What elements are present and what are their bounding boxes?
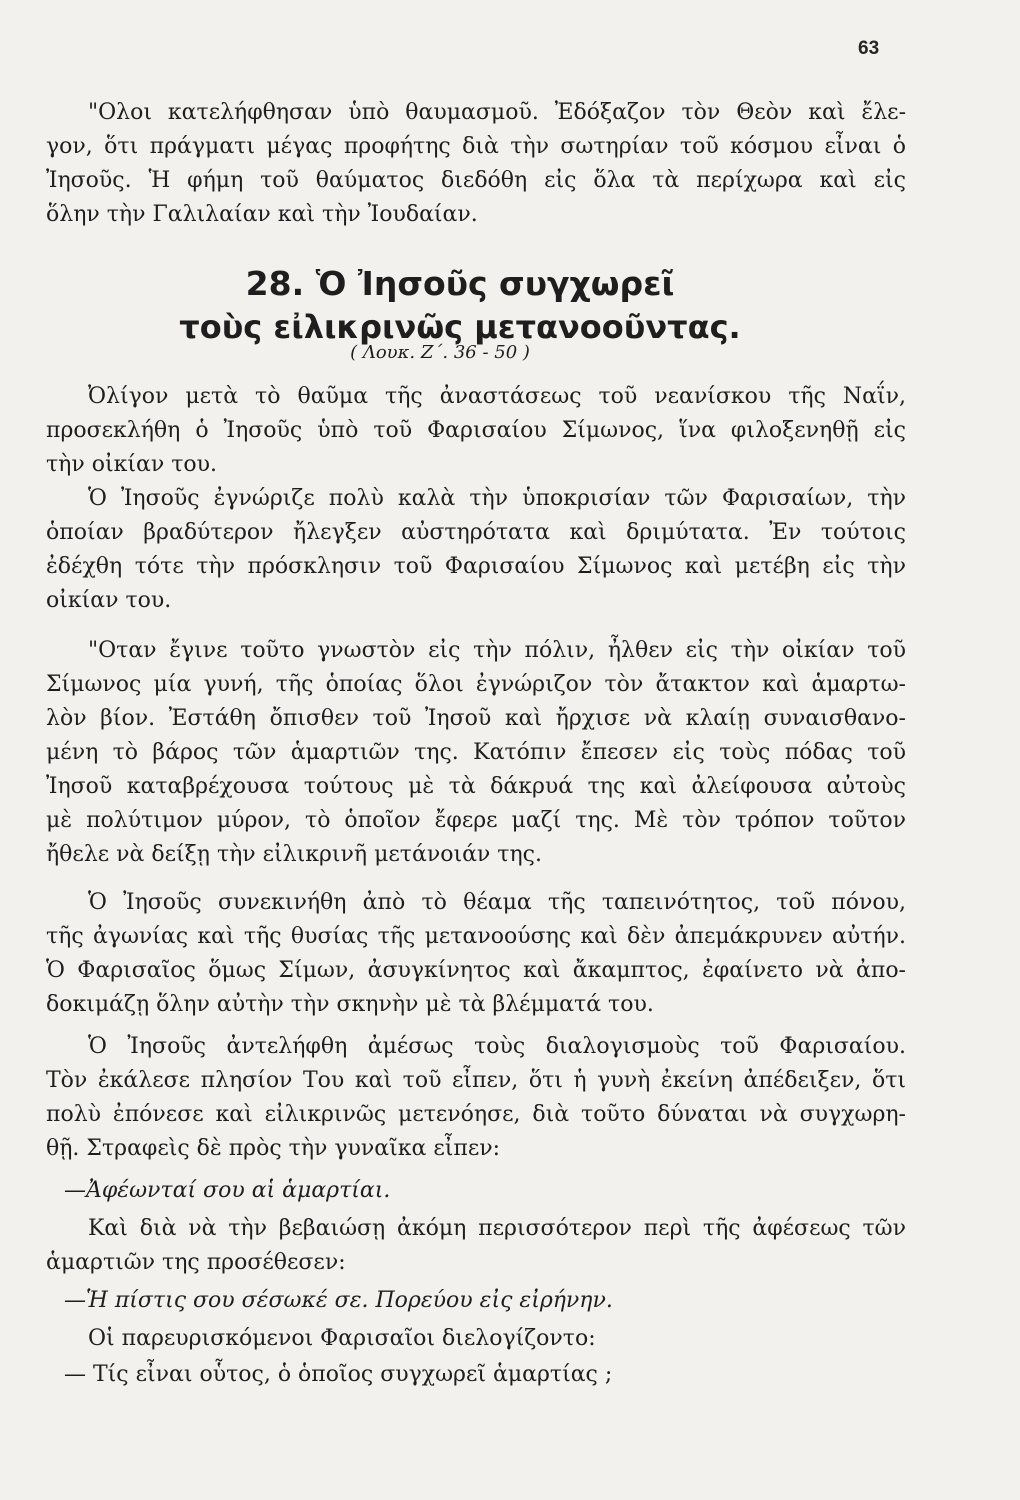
text-line: θῇ. Στραφεὶς δὲ πρὸς τὴν γυναῖκα εἶπεν: <box>46 1136 501 1161</box>
text-line: Καὶ διὰ νὰ τὴν βεβαιώσῃ ἀκόμη περισσότερον περὶ τῆς ἀφέσεως τῶν <box>88 1216 906 1241</box>
text-line: πολὺ ἐπόνεσε καὶ εἰλικρινῶς μετενόησε, διὰ τοῦτο δύναται νὰ συγχωρη- <box>46 1102 906 1127</box>
quote-3 <box>46 1358 906 1392</box>
paragraph-7 <box>46 1322 906 1356</box>
quote-1 <box>46 1174 906 1208</box>
paragraph-2 <box>46 482 906 618</box>
text-line: ὁποίαν βραδύτερον ἤλεγξεν αὐστηρότατα καὶ δριμύτατα. Ἐν τούτοις <box>46 520 906 545</box>
quote-line: —Ἡ πίστις σου σέσωκέ σε. Πορεύου εἰς εἰρήνην. <box>64 1288 613 1313</box>
text-line: γον, ὅτι πράγματι μέγας προφήτης διὰ τὴν σωτηρίαν τοῦ κόσμου εἶναι ὁ <box>46 134 906 159</box>
paragraph-5 <box>46 1030 906 1166</box>
text-line: Ἰησοῦ καταβρέχουσα τούτους μὲ τὰ δάκρυά της καὶ ἀλείφουσα αὐτοὺς <box>46 774 906 799</box>
quote-2 <box>46 1284 906 1318</box>
text-line: λὸν βίον. Ἐστάθη ὄπισθεν τοῦ Ἰησοῦ καὶ ἤρχισε νὰ κλαίῃ συναισθανο- <box>46 706 906 731</box>
text-line: Οἱ παρευρισκόμενοι Φαρισαῖοι διελογίζοντο: <box>88 1326 596 1351</box>
paragraph-6 <box>46 1212 906 1280</box>
text-line: προσεκλήθη ὁ Ἰησοῦς ὑπὸ τοῦ Φαρισαίου Σίμωνος, ἵνα φιλοξενηθῇ εἰς <box>46 418 906 443</box>
text-line: τὴν οἰκίαν του. <box>46 452 217 477</box>
paragraph-3 <box>46 634 906 872</box>
text-line: ἤθελε νὰ δείξῃ τὴν εἰλικρινῆ μετάνοιάν της. <box>46 842 542 867</box>
paragraph-4 <box>46 886 906 1022</box>
text-line: Ὁ Ἰησοῦς ἀντελήφθη ἀμέσως τοὺς διαλογισμοὺς τοῦ Φαρισαίου. <box>88 1034 906 1059</box>
text-line: ἁμαρτιῶν της προσέθεσεν: <box>46 1250 346 1275</box>
text-line: Ὀλίγον μετὰ τὸ θαῦμα τῆς ἀναστάσεως τοῦ νεανίσκου τῆς Ναΐν, <box>88 384 906 409</box>
paragraph-1 <box>46 380 906 482</box>
text-line: Ὁ Φαρισαῖος ὅμως Σίμων, ἀσυγκίνητος καὶ ἄκαμπτος, ἐφαίνετο νὰ ἀπο- <box>46 958 906 983</box>
scripture-reference: ( Λουκ. Ζ΄. 36 - 50 ) <box>350 342 530 363</box>
text-line: μένη τὸ βάρος τῶν ἁμαρτιῶν της. Κατόπιν ἔπεσεν εἰς τοὺς πόδας τοῦ <box>46 740 906 765</box>
text-line: μὲ πολύτιμον μύρον, τὸ ὁποῖον ἔφερε μαζί της. Μὲ τὸν τρόπον τοῦτον <box>46 808 906 833</box>
heading-line-2: τοὺς εἰλικρινῶς μετανοοῦντας. <box>179 308 741 346</box>
text-line: Σίμωνος μία γυνή, τῆς ὁποίας ὅλοι ἐγνώριζον τὸν ἄτακτον καὶ ἁμαρτω- <box>46 672 906 697</box>
intro-paragraph <box>46 96 906 232</box>
text-line: ὅλην τὴν Γαλιλαίαν καὶ τὴν Ἰουδαίαν. <box>46 202 478 227</box>
text-line: Ἰησοῦς. Ἡ φήμη τοῦ θαύματος διεδόθη εἰς ὅλα τὰ περίχωρα καὶ εἰς <box>46 168 906 193</box>
quote-line: —Ἀφέωνταί σου αἱ ἁμαρτίαι. <box>64 1178 391 1203</box>
text-line: οἰκίαν του. <box>46 588 172 613</box>
quote-line: — Τίς εἶναι οὗτος, ὁ ὁποῖος συγχωρεῖ ἁμαρτίας ; <box>64 1362 613 1387</box>
text-line: Τὸν ἐκάλεσε πλησίον Του καὶ τοῦ εἶπεν, ὅτι ἡ γυνὴ ἐκείνη ἀπέδειξεν, ὅτι <box>46 1068 906 1093</box>
heading-line-1: 28. Ὁ Ἰησοῦς συγχωρεῖ <box>245 264 675 303</box>
page-number: 63 <box>858 38 880 59</box>
text-line: τῆς ἀγωνίας καὶ τῆς θυσίας τῆς μετανοούσης καὶ δὲν ἀπεμάκρυνεν αὐτήν. <box>46 924 906 949</box>
text-line: ἐδέχθη τότε τὴν πρόσκλησιν τοῦ Φαρισαίου Σίμωνος καὶ μετέβη εἰς τὴν <box>46 554 906 579</box>
text-line: Ὁ Ἰησοῦς συνεκινήθη ἀπὸ τὸ θέαμα τῆς ταπεινότητος, τοῦ πόνου, <box>88 890 906 915</box>
text-line: "Οταν ἔγινε τοῦτο γνωστὸν εἰς τὴν πόλιν, ἦλθεν εἰς τὴν οἰκίαν τοῦ <box>88 638 906 663</box>
text-line: "Ολοι κατελήφθησαν ὑπὸ θαυμασμοῦ. Ἐδόξαζον τὸν Θεὸν καὶ ἔλε- <box>88 100 906 125</box>
section-heading <box>150 262 770 348</box>
text-line: δοκιμάζῃ ὅλην αὐτὴν τὴν σκηνὴν μὲ τὰ βλέμματά του. <box>46 992 654 1017</box>
text-line: Ὁ Ἰησοῦς ἐγνώριζε πολὺ καλὰ τὴν ὑποκρισίαν τῶν Φαρισαίων, τὴν <box>88 486 906 511</box>
